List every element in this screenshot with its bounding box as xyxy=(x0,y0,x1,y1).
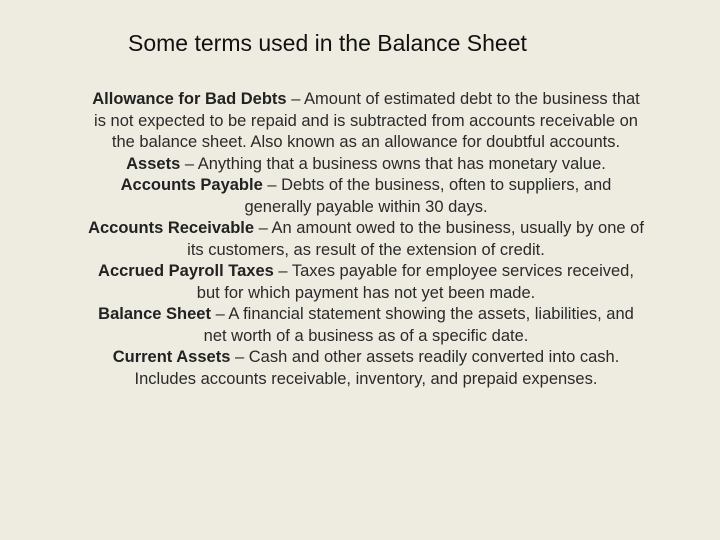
terms-list xyxy=(86,89,646,390)
term-name: Assets xyxy=(126,154,181,173)
term-definition: Cash and other assets readily converted into cash. Includes accounts receivable, inventory, and prepaid expenses. xyxy=(134,348,620,388)
term-name: Accounts Payable xyxy=(120,176,263,194)
term-separator: – xyxy=(254,219,272,237)
term-separator: – xyxy=(230,348,249,366)
term-definition: Taxes payable for employee services received, but for which payment has not yet been made. xyxy=(196,262,634,302)
term-separator: – xyxy=(180,154,198,173)
term-entry xyxy=(86,175,646,218)
term-name: Accrued Payroll Taxes xyxy=(98,262,274,280)
term-definition: Anything that a business owns that has monetary value. xyxy=(197,154,606,173)
term-definition: Debts of the business, often to suppliers, and generally payable within 30 days. xyxy=(244,176,612,216)
term-separator: – xyxy=(262,176,282,194)
term-separator: – xyxy=(273,262,292,280)
term-separator: – xyxy=(210,305,229,323)
term-name: Current Assets xyxy=(112,348,231,366)
term-separator: – xyxy=(286,90,305,108)
term-name: Balance Sheet xyxy=(98,305,211,323)
term-name: Accounts Receivable xyxy=(88,219,255,237)
term-entry xyxy=(86,261,646,304)
term-definition: An amount owed to the business, usually by one of its customers, as result of the extension of credit. xyxy=(187,219,644,259)
term-name: Allowance for Bad Debts xyxy=(92,90,287,108)
term-entry xyxy=(86,154,646,176)
term-entry xyxy=(86,304,646,347)
term-entry xyxy=(86,347,646,390)
slide-title: Some terms used in the Balance Sheet xyxy=(128,30,527,56)
term-entry xyxy=(86,218,646,261)
term-entry xyxy=(86,89,646,154)
term-definition: A financial statement showing the assets, liabilities, and net worth of a business as of a specific date. xyxy=(203,305,634,345)
term-definition: Amount of estimated debt to the business that is not expected to be repaid and is subtracted from accounts receivable on the balance sheet. Also known as an allowance for doubtful accounts. xyxy=(94,90,640,151)
